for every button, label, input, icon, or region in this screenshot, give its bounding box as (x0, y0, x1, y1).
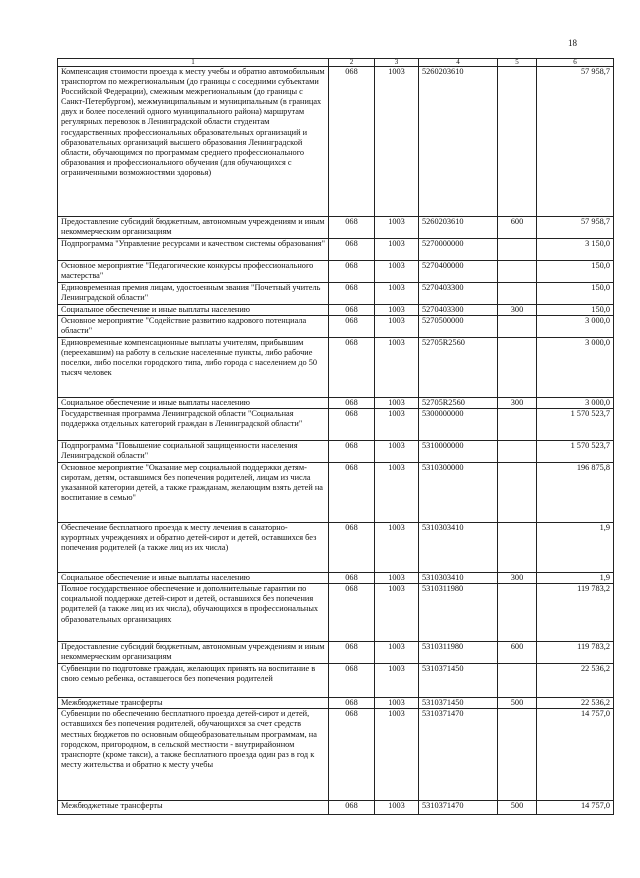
table-row (58, 217, 614, 239)
expense-type-code (498, 261, 537, 283)
ved-code: 068 (329, 664, 375, 698)
column-header: 1 (58, 59, 329, 67)
table-row (58, 573, 614, 584)
table-row (58, 698, 614, 709)
expense-type-code (498, 463, 537, 523)
target-article-code: 5270403300 (419, 305, 498, 316)
target-article-code: 5310371470 (419, 709, 498, 801)
section-code: 1003 (375, 217, 419, 239)
row-label: Основное мероприятие "Содействие развитию кадрового потенциала области" (58, 316, 329, 338)
section-code: 1003 (375, 67, 419, 217)
table-row (58, 67, 614, 217)
expense-type-code (498, 709, 537, 801)
amount: 14 757,0 (537, 709, 614, 801)
target-article-code: 5270000000 (419, 239, 498, 261)
row-label: Субвенции по подготовке граждан, желающих принять на воспитание в свою семью ребенка, оставшегося без попечения родителей (58, 664, 329, 698)
row-label: Подпрограмма "Управление ресурсами и качеством системы образования" (58, 239, 329, 261)
row-label: Подпрограмма "Повышение социальной защищенности населения Ленинградской области" (58, 441, 329, 463)
row-label: Социальное обеспечение и иные выплаты населению (58, 398, 329, 409)
amount: 1,9 (537, 573, 614, 584)
ved-code: 068 (329, 409, 375, 441)
target-article-code: 5270500000 (419, 316, 498, 338)
row-label: Компенсация стоимости проезда к месту учебы и обратно автомобильным транспортом по межрегиональным (до границы с соседними субъектами Российской Федерации), смежным межрегиональным (до границы с Санкт-Петербургом), межмуниципальным и муниципальным (в границах двух и более поселений одного муниципального района) маршрутам регулярных перевозок в Ленинградской области студентам государственных профессиональных образовательных организаций и образовательных организаций высшего образования Ленинградской области, обучающимся по программам среднего профессионального образования и профессионального обучения (для обучающихся с ограниченными возможностями здоровья) (58, 67, 329, 217)
table-row (58, 584, 614, 642)
section-code: 1003 (375, 316, 419, 338)
section-code: 1003 (375, 305, 419, 316)
ved-code: 068 (329, 801, 375, 815)
target-article-code: 5310311980 (419, 642, 498, 664)
table-row (58, 338, 614, 398)
section-code: 1003 (375, 709, 419, 801)
section-code: 1003 (375, 698, 419, 709)
table-row (58, 441, 614, 463)
ved-code: 068 (329, 305, 375, 316)
column-header: 3 (375, 59, 419, 67)
section-code: 1003 (375, 573, 419, 584)
table-row (58, 316, 614, 338)
section-code: 1003 (375, 239, 419, 261)
expense-type-code (498, 316, 537, 338)
section-code: 1003 (375, 441, 419, 463)
ved-code: 068 (329, 217, 375, 239)
expense-type-code: 300 (498, 305, 537, 316)
budget-table (57, 58, 614, 815)
ved-code: 068 (329, 338, 375, 398)
amount: 196 875,8 (537, 463, 614, 523)
expense-type-code: 500 (498, 801, 537, 815)
expense-type-code (498, 67, 537, 217)
expense-type-code (498, 441, 537, 463)
ved-code: 068 (329, 67, 375, 217)
amount: 22 536,2 (537, 664, 614, 698)
ved-code: 068 (329, 642, 375, 664)
amount: 3 000,0 (537, 398, 614, 409)
table-row (58, 261, 614, 283)
section-code: 1003 (375, 584, 419, 642)
amount: 150,0 (537, 305, 614, 316)
amount: 57 958,7 (537, 217, 614, 239)
amount: 1 570 523,7 (537, 441, 614, 463)
ved-code: 068 (329, 316, 375, 338)
row-label: Государственная программа Ленинградской области "Социальная поддержка отдельных категорий граждан в Ленинградской области" (58, 409, 329, 441)
ved-code: 068 (329, 523, 375, 573)
row-label: Субвенции по обеспечению бесплатного проезда детей-сирот и детей, оставшихся без попечения родителей, обучающихся за счет средств местных бюджетов по основным общеобразовательным программам, на городском, пригородном, в сельской местности - внутрирайонном транспорте (кроме такси), а также бесплатного проезда один раз в год к месту жительства и обратно к месту учебы (58, 709, 329, 801)
expense-type-code: 300 (498, 573, 537, 584)
amount: 119 783,2 (537, 584, 614, 642)
table-row (58, 398, 614, 409)
section-code: 1003 (375, 463, 419, 523)
target-article-code: 5310000000 (419, 441, 498, 463)
amount: 3 000,0 (537, 316, 614, 338)
row-label: Основное мероприятие "Педагогические конкурсы профессионального мастерства" (58, 261, 329, 283)
expense-type-code (498, 239, 537, 261)
row-label: Социальное обеспечение и иные выплаты населению (58, 573, 329, 584)
row-label: Межбюджетные трансферты (58, 801, 329, 815)
expense-type-code: 300 (498, 398, 537, 409)
expense-type-code (498, 523, 537, 573)
expense-type-code: 600 (498, 217, 537, 239)
target-article-code: 5270400000 (419, 261, 498, 283)
ved-code: 068 (329, 584, 375, 642)
row-label: Полное государственное обеспечение и дополнительные гарантии по социальной поддержке детей-сирот и детей, оставшихся без попечения родителей (а также лиц из их числа), обучающихся в профессиональных образовательных организациях (58, 584, 329, 642)
table-row (58, 463, 614, 523)
section-code: 1003 (375, 664, 419, 698)
expense-type-code (498, 584, 537, 642)
table-row (58, 642, 614, 664)
amount: 3 000,0 (537, 338, 614, 398)
target-article-code: 52705R2560 (419, 398, 498, 409)
amount: 14 757,0 (537, 801, 614, 815)
row-label: Межбюджетные трансферты (58, 698, 329, 709)
expense-type-code (498, 409, 537, 441)
table-row (58, 239, 614, 261)
column-header: 2 (329, 59, 375, 67)
row-label: Единовременная премия лицам, удостоенным звания "Почетный учитель Ленинградской области" (58, 283, 329, 305)
row-label: Предоставление субсидий бюджетным, автономным учреждениям и иным некоммерческим организациям (58, 217, 329, 239)
expense-type-code (498, 283, 537, 305)
page-number: 18 (568, 38, 577, 48)
amount: 150,0 (537, 283, 614, 305)
section-code: 1003 (375, 642, 419, 664)
ved-code: 068 (329, 239, 375, 261)
row-label: Предоставление субсидий бюджетным, автономным учреждениям и иным некоммерческим организациям (58, 642, 329, 664)
expense-type-code (498, 664, 537, 698)
target-article-code: 5260203610 (419, 67, 498, 217)
amount: 3 150,0 (537, 239, 614, 261)
table-row (58, 523, 614, 573)
ved-code: 068 (329, 283, 375, 305)
target-article-code: 5270403300 (419, 283, 498, 305)
table-row (58, 709, 614, 801)
table-row (58, 305, 614, 316)
ved-code: 068 (329, 398, 375, 409)
section-code: 1003 (375, 409, 419, 441)
section-code: 1003 (375, 261, 419, 283)
amount: 1,9 (537, 523, 614, 573)
section-code: 1003 (375, 523, 419, 573)
target-article-code: 5310303410 (419, 523, 498, 573)
table-row (58, 801, 614, 815)
target-article-code: 5310300000 (419, 463, 498, 523)
target-article-code: 5310303410 (419, 573, 498, 584)
target-article-code: 52705R2560 (419, 338, 498, 398)
table-header-row (58, 59, 614, 67)
column-header: 5 (498, 59, 537, 67)
target-article-code: 5300000000 (419, 409, 498, 441)
row-label: Социальное обеспечение и иные выплаты населению (58, 305, 329, 316)
ved-code: 068 (329, 709, 375, 801)
column-header: 4 (419, 59, 498, 67)
section-code: 1003 (375, 283, 419, 305)
amount: 119 783,2 (537, 642, 614, 664)
ved-code: 068 (329, 261, 375, 283)
ved-code: 068 (329, 463, 375, 523)
expense-type-code: 600 (498, 642, 537, 664)
target-article-code: 5310371470 (419, 801, 498, 815)
amount: 57 958,7 (537, 67, 614, 217)
table-row (58, 664, 614, 698)
table-row (58, 409, 614, 441)
table-row (58, 283, 614, 305)
row-label: Обеспечение бесплатного проезда к месту лечения в санаторно-курортных учреждениях и обратно детей-сирот и детей, оставшихся без попечения родителей (а также лиц из их числа) (58, 523, 329, 573)
expense-type-code: 500 (498, 698, 537, 709)
column-header: 6 (537, 59, 614, 67)
target-article-code: 5310311980 (419, 584, 498, 642)
section-code: 1003 (375, 338, 419, 398)
amount: 150,0 (537, 261, 614, 283)
amount: 1 570 523,7 (537, 409, 614, 441)
section-code: 1003 (375, 801, 419, 815)
target-article-code: 5260203610 (419, 217, 498, 239)
expense-type-code (498, 338, 537, 398)
ved-code: 068 (329, 441, 375, 463)
target-article-code: 5310371450 (419, 664, 498, 698)
ved-code: 068 (329, 698, 375, 709)
target-article-code: 5310371450 (419, 698, 498, 709)
row-label: Единовременные компенсационные выплаты учителям, прибывшим (переехавшим) на работу в сельские населенные пункты, либо рабочие поселки, либо поселки городского типа, либо города с населением до 50 тысяч человек (58, 338, 329, 398)
amount: 22 536,2 (537, 698, 614, 709)
section-code: 1003 (375, 398, 419, 409)
ved-code: 068 (329, 573, 375, 584)
row-label: Основное мероприятие "Оказание мер социальной поддержки детям-сиротам, детям, оставшимся без попечения родителей, лицам из числа указанной категории детей, а также гражданам, желающим взять детей на воспитание в семью" (58, 463, 329, 523)
